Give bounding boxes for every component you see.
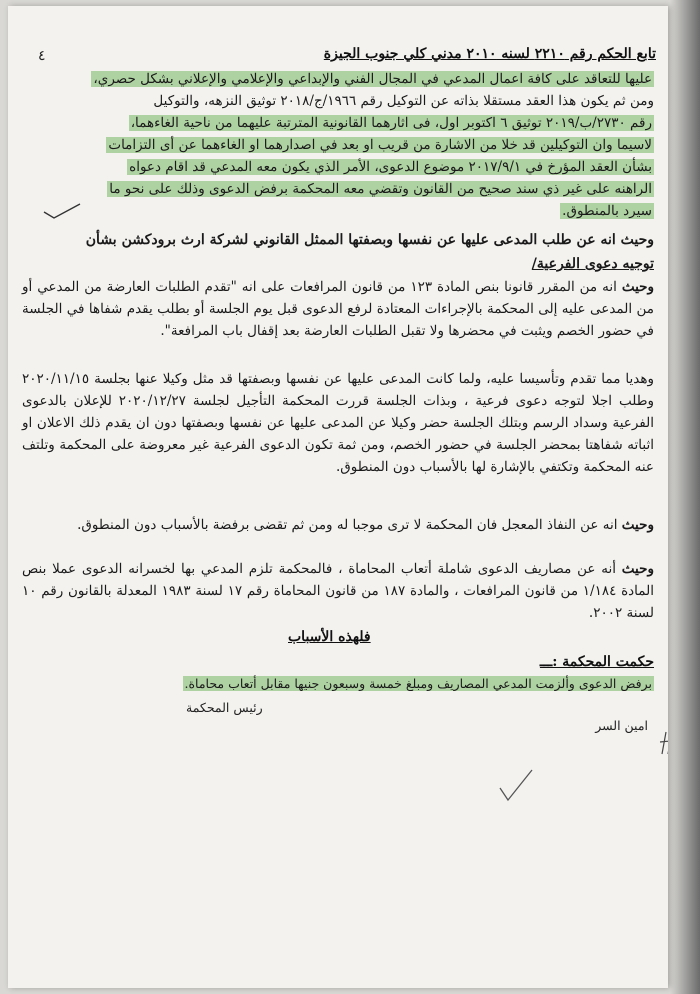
p5-text: انه عن النفاذ المعجل فان المحكمة لا ترى موجبا له ومن ثم تقضى برفضة بالأسباب دون المنطوق.	[77, 517, 618, 533]
judgment-title: حكمت المحكمة :ـــ	[539, 654, 654, 670]
p3-text: انه من المقرر قانونا بنص المادة ١٢٣ من قانون المرافعات على انه "تقدم الطلبات العارضة من المدعي أو من المدعى عليه إلى المحكمة بالإجراءات المعتادة لرفع الدعوى قبل يوم الجلسة أو بطلب يقدم شفاها في الجلسة في حضور الخصم ويثبت في محضرها ولا تقبل الطلبات العارضة بعد إقفال باب المرافعة".	[22, 279, 654, 339]
tick-mark-icon	[42, 202, 82, 222]
p3-lead: وحيث	[621, 279, 655, 295]
p6-lead: وحيث	[621, 561, 654, 577]
p1-line-3: رقم ٢٧٣٠/ب/٢٠١٩ توثيق ٦ اكتوبر اول، فى اثارهما القانونية المترتبة عليهما من ناحية الغاءهما،	[130, 115, 652, 131]
page-edge-shadow	[670, 0, 700, 994]
p1-line-7: سيرد بالمنطوق.	[562, 203, 652, 219]
paragraph-hearing-dates	[22, 368, 654, 478]
p5-lead: وحيث	[621, 517, 654, 533]
secretary-signature-label: امين السر	[595, 718, 648, 733]
paragraph-expedited-enforcement	[22, 514, 654, 536]
p1-line-5: بشأن العقد المؤرخ في ٢٠١٧/٩/١ موضوع الدعوى، الأمر الذي يكون معه المدعي قد اقام دعواه	[129, 159, 652, 175]
paragraph-contract-independence	[22, 68, 654, 222]
p1-line-4: لاسيما وان التوكيلين قد خلا من الاشارة من قريب او بعد في اصدارهما او الغاءهما عن أى التزامات	[108, 137, 652, 153]
judgment-ruling: برفض الدعوى وألزمت المدعي المصاريف ومبلغ خمسة وسبعون جنيها مقابل أتعاب محاماة.	[184, 676, 652, 691]
p2-line-1: وحيث انه عن طلب المدعى عليها عن نفسها وبصفتها الممثل القانوني لشركة ارث برودكشن بشأن	[85, 232, 654, 248]
reasons-title: فلهذه الأسباب	[288, 629, 371, 645]
p2-line-2: توجيه دعوى الفرعية/	[531, 256, 654, 272]
document-page	[8, 6, 668, 988]
handwritten-signature-icon	[658, 728, 668, 756]
checkmark-icon	[496, 766, 536, 806]
judgment-text	[24, 674, 654, 694]
paragraph-article-123	[22, 276, 654, 342]
p1-line-6: الراهنه على غير ذي سند صحيح من القانون وتقضي معه المحكمة برفض الدعوى وذلك على نحو ما	[109, 181, 652, 197]
p1-line-1: عليها للتعاقد على كافة اعمال المدعي في المجال الفني والإبداعي والإعلامي والإعلاني بشكل حصري،	[93, 71, 652, 87]
page-number: ٤	[38, 48, 46, 64]
president-signature-label: رئيس المحكمة	[186, 700, 263, 715]
paragraph-costs	[22, 558, 654, 624]
paragraph-counterclaim-heading	[22, 228, 654, 276]
p1-line-2: ومن ثم يكون هذا العقد مستقلا بذاته عن التوكيل رقم ١٩٦٦/ج/٢٠١٨ توثيق النزهه، والتوكيل	[153, 93, 654, 109]
case-header: تابع الحكم رقم ٢٢١٠ لسنه ٢٠١٠ مدني كلي جنوب الجيزة	[323, 46, 656, 62]
p4-text: وهديا مما تقدم وتأسيسا عليه، ولما كانت المدعى عليها عن نفسها وبصفتها قد مثل وكيلا عنها بجلسة ٢٠٢٠/١١/١٥ وطلب اجلا لتوجه دعوى فرعية ، وبذات الجلسة قررت المحكمة التأجيل لجلسة ٢٠٢٠/١٢/٢٧ للإعلان بالدعوى الفرعية وسداد الرسم وبتلك الجلسة حضر وكيلا عن المدعى عليها عن نفسها وبصفتها دون ان يقدم ذلك الاعلان او اثباته شفاهتا بمحضر الجلسة في حضور الخصم، ومن ثمة تكون الدعوى الفرعية غير معروضة على المحكمة وتلتف عنه المحكمة وتكتفي بالإشارة لها بالأسباب دون المنطوق.	[22, 371, 654, 475]
p6-text: أنه عن مصاريف الدعوى شاملة أتعاب المحاماة ، فالمحكمة تلزم المدعي بها لخسرانه الدعوى عملا بنص المادة ١/١٨٤ من قانون المرافعات ، والمادة ١٨٧ من قانون المحاماة رقم ١٧ لسنة ١٩٨٣ المعدلة بالقانون رقم ١٠ لسنة ٢٠٠٢.	[22, 561, 654, 621]
